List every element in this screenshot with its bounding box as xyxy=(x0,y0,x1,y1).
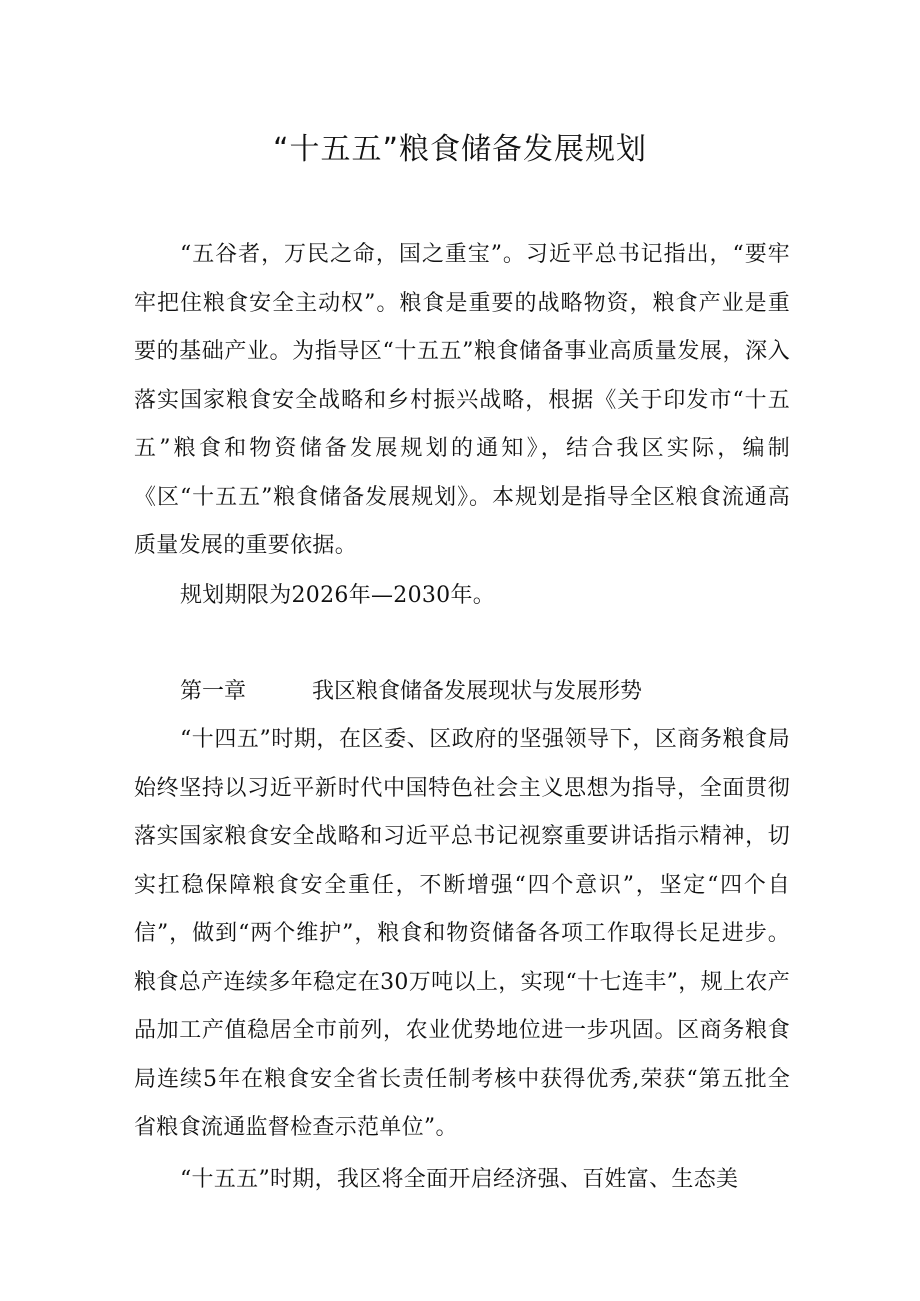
chapter-title: 我区粮食储备发展现状与发展形势 xyxy=(312,679,643,704)
intro-paragraph: “五谷者，万民之命，国之重宝”。习近平总书记指出，“要牢牢把住粮食安全主动权”。粮食是重要的战略物资，粮食产业是重要的基础产业。为指导区“十五五”粮食储备事业高质量发展，深入落实国家粮食安全战略和乡村振兴战略，根据《关于印发市“十五五”粮食和物资储备发展规划的通知》，结合我区实际，编制《区“十五五”粮食储备发展规划》。本规划是指导全区粮食流通高质量发展的重要依据。 xyxy=(134,242,790,558)
document-title: “十五五”粮食储备发展规划 xyxy=(272,132,648,167)
chapter1-paragraph-2: “十五五”时期，我区将全面开启经济强、百姓富、生态美 xyxy=(180,1167,739,1192)
chapter-number: 第一章 xyxy=(180,679,247,704)
chapter-heading xyxy=(180,668,642,717)
planning-period-paragraph: 规划期限为2026年—2030年。 xyxy=(180,583,496,608)
chapter1-paragraph-1: “十四五”时期，在区委、区政府的坚强领导下，区商务粮食局始终坚持以习近平新时代中国特色社会主义思想为指导，全面贯彻落实国家粮食安全战略和习近平总书记视察重要讲话指示精神，切实扛稳保障粮食安全重任，不断增强“四个意识”，坚定“四个自信”，做到“两个维护”，粮食和物资储备各项工作取得长足进步。粮食总产连续多年稳定在30万吨以上，实现“十七连丰”，规上农产品加工产值稳居全市前列，农业优势地位进一步巩固。区商务粮食局连续5年在粮食安全省长责任制考核中获得优秀,荣获“第五批全省粮食流通监督检查示范单位”。 xyxy=(134,727,790,1140)
